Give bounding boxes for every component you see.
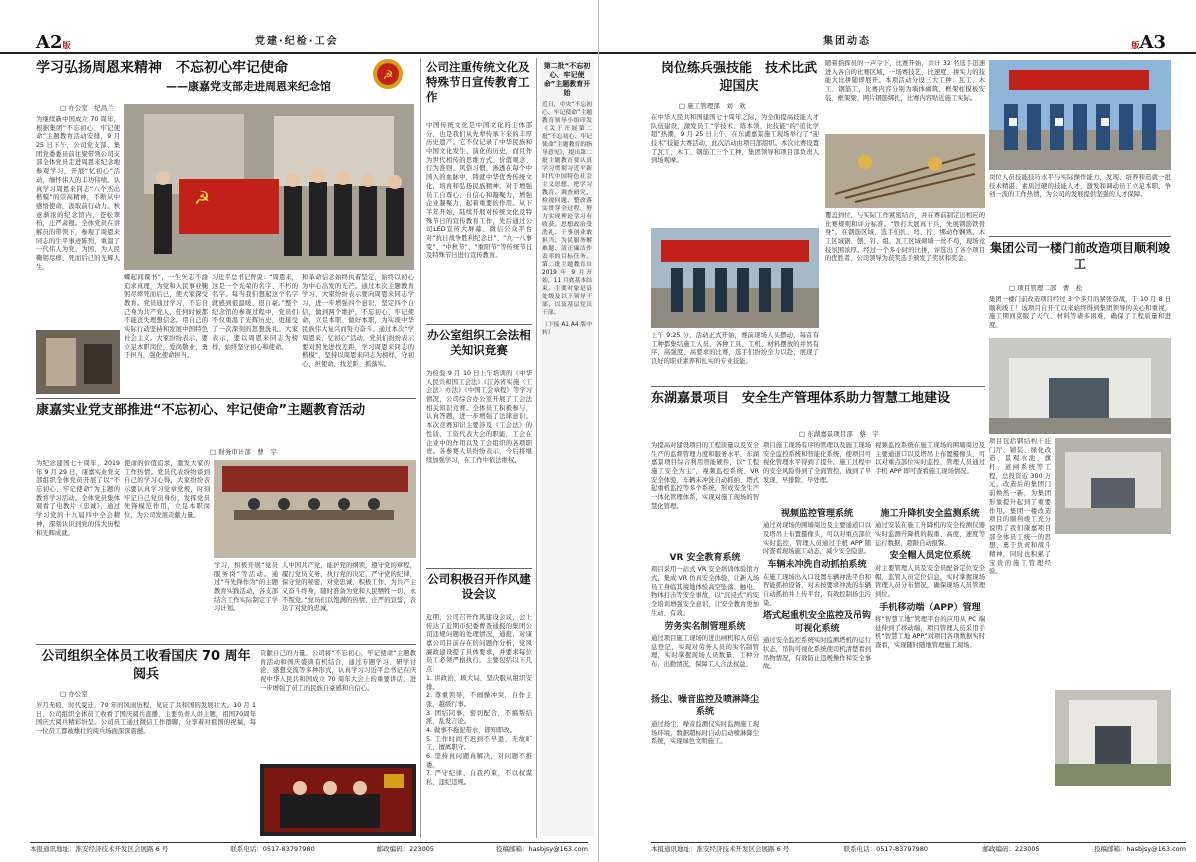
party-meeting-photo xyxy=(214,460,416,558)
article-4-header xyxy=(426,60,532,120)
photo-caption: 岗位人员技能技巧水平与实际操作能力，发现、培养和造就一批技术精湛、素质过硬的技能人才，激发和调动员工立足本职、争创一流的工作热情，为公司的发展提供坚强的人才保障。 xyxy=(989,174,1171,199)
subsection xyxy=(875,506,985,836)
article-body: 使命的价值追求，激发大家的工作热情。党员代表纷纷谈到自己的学习心得，大家纷纷表示要认真学习党章党规，时刻牢记自己党员身份，发挥党员先锋模范作用，立足本职岗位，为公司发展贡献力量。 xyxy=(124,460,210,520)
list-item: 5. 工作时间不迟到不早退、无故旷工、擅离职守。 xyxy=(426,735,532,752)
subsection-body: 在施工现场出入口设置车辆冲洗平台和智能抓拍设备，对未按要求冲洗的车辆自动抓拍并上传平台，有效控制扬尘污染。 xyxy=(763,573,871,607)
article-body: 和革命信念始终执着坚定，始终以初心为中心出发的光芒。通过本次主题教育学习，大家纷纷表示要向周恩来同志学习，进一步增强四个意识，坚定四个自信，做到两个维护，不忘初心、牢记使命，立足本职、做好本职，为实现中华民族伟大复兴而努力奋斗。通过本次“学周恩来、忆初心”活动，党员们纷纷表示要对照先进找差距，学习周恩来同志的楷模”，坚持以周恩来同志为榜样，守初心、担使命、找差距、抓落实。 xyxy=(302,274,414,368)
article-2-header xyxy=(651,390,985,430)
list-item: 1. 讲政治，顾大局，坚决服从组织安排。 xyxy=(426,674,532,691)
page-number: A2版 xyxy=(36,32,71,53)
subsection-heading: 塔式起重机安全监控及吊钩可视化系统 xyxy=(763,611,871,634)
article-body xyxy=(426,614,532,836)
article-body: 贡献自己的力量。公司将“不忘初心，牢记使命”主题教育活动和国庆盛典有机结合，通过专题学习、研学讨论、感想交流等多种形式，认真学习习近平总书记在庆祝中华人民共和国成立 70 周年大会上的重要讲话，进一步增强了员工的民族自豪感和自信心。 xyxy=(260,650,416,692)
article-title: 办公室组织工会法相关知识竞赛 xyxy=(427,328,531,357)
article-3-header xyxy=(989,240,1171,280)
article-title: 康嘉实业党支部推进“不忘初心、牢记使命”主题教育活动 xyxy=(36,403,366,418)
sidebar-body: 近日，中央“不忘初心、牢记使命”主题教育领导小组印发《关于开展第二批“不忘初心、牢记使命”主题教育的指导意见》，提出第二批主题教育要认真学习贯彻习近平新时代中国特色社会主义思想，把学习教育、调查研究、检视问题、整改落实贯穿全过程，努力实现理论学习有收获、思想政治受洗礼、干事创业敢担当、为民服务解难题、清正廉洁作表率的目标任务。第二批主题教育自 2019 年 9 月开始，11 月底基本结束。主要对象是县处级及以下领导干部，以及基层党员干部。 xyxy=(542,102,592,316)
article-1-header xyxy=(36,60,406,100)
subsection-heading: 扬尘、噪音监控及喷淋降尘系统 xyxy=(651,695,759,718)
page-number: 版A3 xyxy=(1131,32,1166,53)
article-title: 公司积极召开作风建设会议 xyxy=(427,572,531,601)
article-5-header xyxy=(426,328,532,368)
article-body: 人中国共产党，能护党的纲领，遵守党的章程，履行党员义务，执行党的决定，严守党的纪律，保守党的秘密，对党忠诚，积极工作，为共产主义奋斗终身，随时准备为党和人民牺牲一切，永不叛党。”党员们以饱满的热情、庄严的宣誓，表达了对党的忠诚。 xyxy=(282,562,416,613)
article-body: 岁月无痕，时代变迁，70 年的风雨历程，见证了共和国的发展壮大。10 月 1 日，公司组织全体员工收看了国庆阅兵直播，主要负责人讲主题，祖国70周年国庆大阅兵精彩纷呈。公司员工通过微信工作群聊，分享着对祖国的祝福，每一位员工都被雄壮的阅兵场面深深震撼。 xyxy=(36,702,256,736)
article-body: 为继续新中国成立 70 周年，根据集团“不忘初心、牢记使命”主题教育活动安排，9 月 25 日下午，公司党支部、集团党委委员前往梁带领公司支部全体党员走进周恩来纪念地参观学习，开展“忆初心”活动，缅怀伟人的丰功伟绩。认真学习周恩来同志“六个杰出楷模”的崇高精神，不断从中感悟使命，汲取前行动力。秋意渐浓的纪念馆内，苍松翠柏，庄严肃穆。全体党员在讲解员的带领下，参观了周恩来同志的生平事迹陈列，重温了一代伟人为党、为国、为人民鞠躬尽瘁、死而后已的光辉人生。 xyxy=(36,116,120,271)
article-body: 中国传统文化是中国文化的主体部分，也是我们从先辈传承下来的丰厚历史遗产。它不仅记录了中华民族和中国文化发生、演化的历史，而且作为世代相传的思维方式、价值观念、行为准则、风俗习惯，渗透在每个中国人的血脉中，铸就中华优秀传统文化，培育和弘扬民族精神。对于增强员工自尊心、自信心和凝聚力，增强企业凝聚力，起着重要的作用。从下半年开始，陆续开展对传统文化及特殊节日的宣传教育工作，先后通过公司LED宣传大屏幕、微信公众平台对“抗日战争胜利纪念日”、“九一八事变”、“中秋节”、“重阳节”等传统节日及特殊节日进行宣传教育。 xyxy=(426,122,532,260)
article-body: 项目施工现场有序的管理以及施工现场安全监控系统和智能化系统，使项目可视化管理水平得到了提升，施工过程中的安全风险得到了全面管控，做到了早发现、早排除、早处理。 xyxy=(763,442,871,484)
subsection-heading: 安全帽人员定位系统 xyxy=(889,551,971,562)
right-page xyxy=(598,0,1196,862)
subsection-heading: 手机移动端（APP）管理 xyxy=(879,602,981,613)
article-byline: □ 东湖嘉景项目部 蔡 宇 xyxy=(799,430,879,438)
subsection-body: 对主要管理人员及安全员配备定位安全帽，监管人员定位信息，实时掌握现场管理人员分布情况，确保现场人员管理到位。 xyxy=(875,564,985,598)
article-title: 公司注重传统文化及特殊节日宣传教育工作 xyxy=(426,60,530,104)
svg-text:☭: ☭ xyxy=(194,188,211,209)
subsection-body: 通过扬尘、噪音监测仪实时监测施工现场环境，数据超标时自动启动喷淋降尘系统，实现绿色文明施工。 xyxy=(651,720,759,746)
article-byline: □ 办公室 纪昌兰 xyxy=(60,104,114,112)
article-body: 为检验 9 月 10 日上午培训的《中华人民共和国工会法》《江苏省实施〈工会法〉办法》《中国工会章程》等学习情况，公司综合办公室开展了工会法相关知识竞赛。全体员工积极参与，认真答题，进一步增强了法律意识。本次竞赛知识主要涉及《工会法》的性质、工资代表大会的职能，工会在企业中的作用以及工会组织的各项职责。各参赛人员纷纷表示，今后将继续加强学习，在工作中依法维权。 xyxy=(426,370,532,464)
left-page-header xyxy=(0,30,598,54)
subsection-heading: VR 安全教育系统 xyxy=(669,553,741,563)
subsection xyxy=(651,550,759,690)
subsection xyxy=(763,506,871,836)
footer-email: 投稿邮箱：hasbjsy@163.com xyxy=(495,845,588,853)
subsection-heading: 施工升降机安全监测系统 xyxy=(880,509,980,519)
footer-address: 本报通讯地址：淮安经济技术开发区会展路 6 号 xyxy=(651,845,790,853)
article-byline: □ 施工管理部 刘 欢 xyxy=(679,102,746,110)
article-body: 项目包括钢结构干挂门厅、铺装、绿化改造、景观水池、旗杆、道闸系统等工程，总投资近 300 万元。改造后的集团门前焕然一新，为集团形象提升起到了重要作用。集团一楼改造项目的顺利竣工充分说明了我们康嘉项目部全体员工统一的思想、勇于负责和战斗精神，同时也积累了宝贵的施工管理经验。 xyxy=(989,438,1051,576)
subsection-body: 通过对现场的围墙周边及主要通道口以及塔吊上布置摄像头，可以对重点部位实时监控，管理人员通过手机 APP 随时查看现场施工动态，减少安全隐患。 xyxy=(763,522,871,556)
article-title: 公司组织全体员工收看国庆 70 周年阅兵 xyxy=(41,649,251,682)
article-3-header xyxy=(36,648,256,688)
subsection-heading: 车辆未冲洗自动抓拍系统 xyxy=(767,560,867,571)
list-item: 2. 尊重领导，不闹操冲突，自作主张，越级行事。 xyxy=(426,692,532,708)
subsection-body: 通过安装在施工升降机的安全检测仪器实时监测升降机的载重、高度、速度等运行数据，超限自动报警。 xyxy=(875,522,985,547)
article-intro: 近期，公司召开作风建设会议，会上传达了近期市纪委曹查通报的集团公司违规问题的处理情况，通报，对康嘉公司目前存在的问题作分析，党风廉政建设提了具体要求，并要求每位员工必须严格执行。主要包括以下几点： xyxy=(426,614,532,674)
list-item: 7. 严守纪律、自我约束，不以权谋私、违纪违规。 xyxy=(426,770,532,787)
party-emblem-icon xyxy=(372,58,404,90)
award-ceremony-photo xyxy=(989,60,1171,170)
article-byline: □ 财务审计部 曹 宇 xyxy=(210,448,277,456)
article-body: 随着指挥员的一声令下，比赛开始，共计 32 名选手迅速进入各自的比赛区域，一场赛技艺、比速度、拼实力的技能大比拼随即展开。本项活动分设三大工种：瓦工、木工、钢筋工，比赛内容分别为墙体砌筑、框架柱模板安装、框架梁、网片钢筋绑扎，比赛内容贴近施工实际。 xyxy=(825,60,985,102)
footer-phone: 联系电话：0517-83797980 xyxy=(843,845,929,853)
article-body: 习近平总书记曾说：“周恩来，这是一个光荣的名字、不朽的名字。每当我们想起这个名字就感到很温暖、很自豪。”整个纪念馆的参观过程中，党员们不仅重温了光辉历史，更接受了一次深刻的思想洗礼。大家表示，要以周恩来同志为榜样，始终坚守初心和使命。 xyxy=(212,274,298,351)
article-body: 蝶起间谍书”，一生矢志不渝追求真理，为党和人民事业鞠躬尽瘁死而后已，使大家深受教育。党员通过学习，不忘自己身为共产党人，任何时候都不能丧失理想信念。用自己的实际行动坚持和发展中国特色社会主义。大家纷纷表示，要立足本职岗位，爱岗敬业，勇于担当，强化使命担当。 xyxy=(124,274,208,360)
svg-text:☭: ☭ xyxy=(382,68,394,82)
footer-postcode: 邮政编码：223005 xyxy=(982,845,1040,853)
article-body: 集团一楼门前改造项目经过 3 个多月的紧张奋战，于 10 月 8 日顺利竣工！该项目自开工以来始终得到集团领导的关心和重视，施工期间克服了天气、材料等诸多困难，确保了工程质量和进度。 xyxy=(989,296,1171,330)
article-body: 在中华人民共和国建国七十周年之际，为全面提高技能人才队伍建设，激发员工“学技术、练本领、比技能”的“追比学超”热潮，9 月 25 日上午，在东湖嘉景施工现场举行了“迎技术”技能大赛活动，此次活动由项目部组织。本次比赛设置了瓦工、木工、钢筋工三个工种，集团领导和项目部负责人到场观摩。 xyxy=(651,114,819,165)
list-item: 3. 团结同事，密切配合，不搞帮结派、乱发言论。 xyxy=(426,709,532,726)
article-title: 岗位练兵强技能 技术比武迎国庆 xyxy=(660,61,817,94)
article-title: 东湖嘉景项目 安全生产管理体系助力智慧工地建设 xyxy=(651,391,951,406)
article-byline: □ 办公室 xyxy=(60,690,88,698)
footer-address: 本报通讯地址：淮安经济技术开发区会展路 6 号 xyxy=(30,845,169,853)
sidebar-title: 第二批“不忘初心、牢记使命”主题教育开始 xyxy=(543,62,591,98)
article-body: 为纪念建国七十周年，2019 年 9 月 29 日，康嘉实业党支部组织全体党员开展了以“不忘初心、牢记使命”为主题的教育学习活动。全体党员集体观看了电教片《忠诚》，通过学习党的十九届四中全会精神，深刻认识到党的伟大历程和光辉成就。 xyxy=(36,460,120,537)
memorial-photo-small xyxy=(36,330,120,394)
competition-group-photo xyxy=(651,228,819,328)
footer-email: 投稿邮箱：hasbjsy@163.com xyxy=(1093,845,1186,853)
article-subtitle: ——康嘉党支部走进周恩来纪念馆 xyxy=(166,79,331,93)
article-2-header xyxy=(36,402,416,442)
article-body: 学习，积极开展“党员服务岗”等活动。通过“当先锋作为”的主题教育实践活动，各支部结合工作实际制定了学习计划。 xyxy=(214,562,278,613)
article-title: 学习弘扬周恩来精神 不忘初心牢记使命 xyxy=(36,60,288,76)
entrance-before-photo xyxy=(1055,438,1171,534)
sidebar-box xyxy=(540,60,594,836)
footer-phone: 联系电话：0517-83797980 xyxy=(230,845,315,853)
subsection xyxy=(651,692,759,834)
article-6-header xyxy=(426,572,532,612)
page-section-title: 党建·纪检·工会 xyxy=(255,36,339,47)
article-body: 覆盖到位，与实际工作紧密结合，并在赛前制定出相应的比赛规则和评分标准。“铁打大展真干兵，先展钢筋铁骨身”。在钢筋区域，选手们扎、弯、拧、绑动作娴熟，木工区域锯、刨、钉、组，瓦工区域砌墙一丝不苟，现场竞技氛围浓厚。经过一个多小时的比拼，评选出了各个项目的优胜者，公司领导为获奖选手颁发了奖状和奖金。 xyxy=(825,212,985,263)
parade-tv-photo xyxy=(260,764,416,836)
building-entrance-photo xyxy=(989,338,1171,434)
sidebar-note: （下接 A1 A4 版中转） xyxy=(542,321,592,336)
article-body: 为提高对建设项目的工程质量以及安全生产的监督管理力度和服务水平，东湖嘉景项目综合利用智能硬件，以“工程施工安全为主”，视频监控系统、VR 安全体验、车辆未冲洗自动抓拍、塔式起重机监控等多个系统，形成安全生产一体化管理体系，实现对施工现场的智慧化管理。 xyxy=(651,442,759,510)
right-page-footer xyxy=(651,842,1186,854)
subsection-heading: 视频监控管理系统 xyxy=(780,509,853,519)
rebar-competition-photo xyxy=(825,134,985,208)
right-page-header xyxy=(599,30,1196,54)
subsection-body: 将“智慧工地”管理平台的应用从 PC 端延伸到了移动端，项目管理人员采用手机“智慧工地 APP”对项目各项数据实时查看，实现随时随地管理施工现场。 xyxy=(875,616,985,650)
article-byline: □ 项目管理二部 曹 松 xyxy=(1009,284,1083,292)
subsection-body: 项目采用一站式 VR 安全培训体验馆方式，集成 VR 仿真安全体验，让新入场员工身临其境地体验高空坠落、触电、物体打击等安全事故，以“沉浸式”的安全培训增强安全意识，让安全教育更加生动、有效。 xyxy=(651,566,759,617)
page-section-title: 集团动态 xyxy=(823,36,871,47)
article-body: 上午 9:25 分，活动正式开始，赛前现场人头攒动，每首有工种都集结施工人员，各种工具、工机、材料摆放的井然有序，高强度、高要求的比赛，选手们纷纷全力以赴，展现了良好的职业素养和扎实的专业技能。 xyxy=(651,332,819,366)
entrance-after-photo xyxy=(1055,690,1171,786)
article-1-header xyxy=(659,60,819,100)
article-body: 视频监控系统在施工现场的围墙周边及主要通道口以及塔吊上布置摄像头，可以对重点部位实时监控，管理人员通过手机 APP 即可查看施工现场情况。 xyxy=(875,442,985,476)
left-page-footer xyxy=(30,842,588,854)
subsection-body: 通过安全监控系统实时监测塔机的运行状态，吊钩可视化系统使司机清楚看到吊物情况，有效防止违规操作和安全事故。 xyxy=(763,637,871,671)
subsection-body: 通过项目施工现场的进出闸机和人员信息登记，实现对劳务人员的实名制管理，实时掌握现场人员数量、工种分布、出勤情况，保障工人合法权益。 xyxy=(651,634,759,668)
rule-list xyxy=(426,675,532,788)
list-item: 4. 做事不拖泥带水，即知即改。 xyxy=(426,726,516,734)
footer-postcode: 邮政编码：223005 xyxy=(376,845,434,853)
memorial-group-photo xyxy=(124,104,414,270)
list-item: 6. 坚持真问题真解决，对问题不推诿。 xyxy=(426,753,532,769)
article-title: 集团公司一楼门前改造项目顺利竣工 xyxy=(989,241,1170,272)
subsection-heading: 劳务实名制管理系统 xyxy=(664,621,746,632)
